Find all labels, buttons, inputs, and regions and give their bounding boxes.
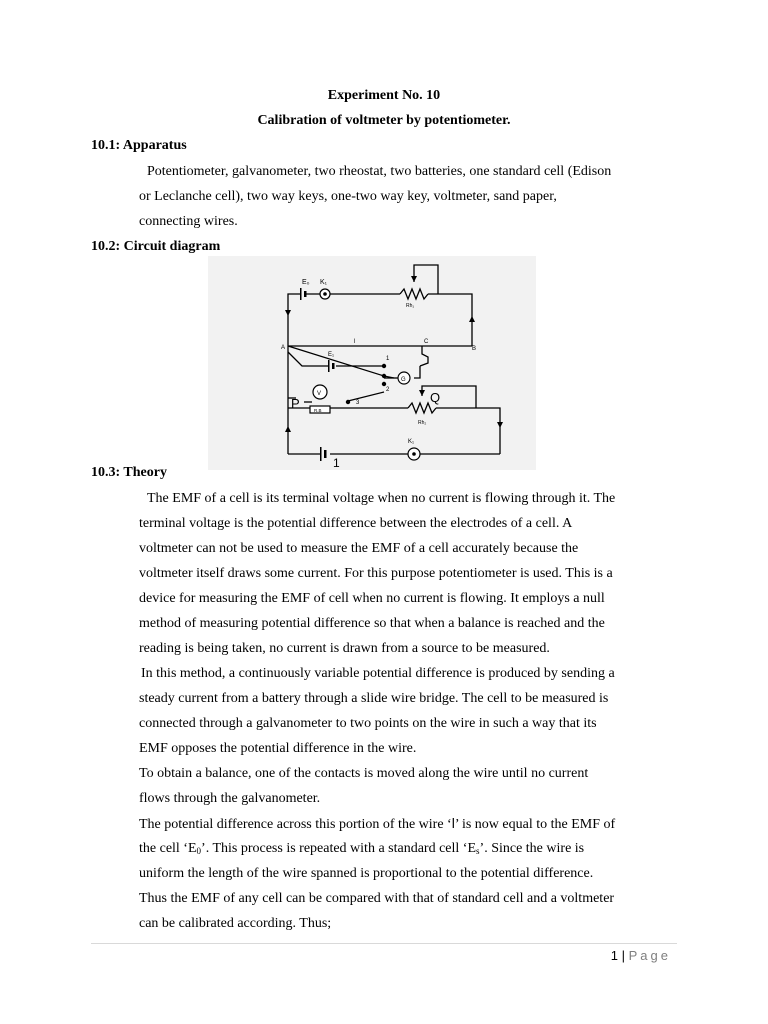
theory-line: flows through the galvanometer. — [139, 791, 321, 806]
subscript-s: s — [476, 846, 480, 856]
apparatus-heading: 10.1: Apparatus — [91, 138, 187, 153]
label-v: V — [317, 391, 322, 397]
theory-line: steady current from a battery through a slide wire bridge. The cell to be measured is — [139, 691, 609, 706]
label-bottom-one: 1 — [333, 456, 340, 470]
label-k1-top: K₁ — [320, 279, 328, 286]
experiment-number: Experiment No. 10 — [327, 88, 441, 103]
label-res: R.B — [314, 408, 322, 413]
label-l: l — [354, 339, 356, 345]
theory-line: method of measuring potential difference so that when a balance is reached and the — [139, 616, 605, 631]
page-separator: | — [621, 948, 625, 963]
subscript-zero: 0 — [196, 846, 202, 856]
label-g: G — [401, 377, 406, 383]
circuit-heading: 10.2: Circuit diagram — [91, 239, 221, 254]
theory-line: The EMF of a cell is its terminal voltage when no current is flowing through it. The — [147, 491, 616, 506]
experiment-title: Calibration of voltmeter by potentiometer. — [257, 113, 511, 128]
theory-line: uniform the length of the wire spanned is proportional to the potential difference. — [139, 866, 594, 881]
apparatus-line: connecting wires. — [139, 214, 238, 229]
theory-line: device for measuring the EMF of cell when no current is flowing. It employs a null — [139, 591, 605, 606]
apparatus-line: Potentiometer, galvanometer, two rheostat, two batteries, one standard cell (Edison — [147, 164, 612, 179]
theory-line: connected through a galvanometer to two points on the wire in such a way that its — [139, 716, 597, 731]
label-q: Q — [430, 390, 441, 405]
label-e1: E₁ — [328, 352, 335, 358]
circuit-diagram — [208, 256, 536, 470]
label-b: B — [472, 346, 477, 352]
label-p: P — [291, 396, 300, 411]
apparatus-paragraph — [139, 159, 679, 234]
theory-text: the cell ‘E — [139, 841, 197, 856]
theory-line: terminal voltage is the potential difference between the electrodes of a cell. A — [139, 516, 573, 531]
theory-paragraph — [139, 486, 679, 936]
theory-text: ’ is now equal to the EMF of — [454, 817, 616, 832]
label-term3: 3 — [356, 400, 360, 406]
theory-line: In this method, a continuously variable potential difference is produced by sending a — [141, 666, 615, 681]
label-c: C — [424, 339, 429, 345]
theory-line: can be calibrated according. Thus; — [139, 916, 332, 931]
page-footer — [611, 948, 671, 963]
theory-line: EMF opposes the potential difference in the wire. — [139, 741, 417, 756]
theory-line: Thus the EMF of any cell can be compared with that of standard cell and a voltmeter — [139, 891, 615, 906]
label-k1-bottom: K₁ — [408, 439, 415, 445]
footer-divider — [91, 943, 677, 944]
theory-line: voltmeter itself draws some current. For this purpose potentiometer is used. This is a — [139, 566, 613, 581]
theory-text: ’. This process is repeated with a standard cell ‘E — [201, 841, 477, 856]
theory-line: To obtain a balance, one of the contacts is moved along the wire until no current — [139, 766, 589, 781]
page-label: Page — [628, 948, 671, 963]
label-term2: 2 — [386, 387, 390, 393]
page-number: 1 — [610, 948, 618, 963]
theory-line-wire-length — [139, 811, 679, 836]
theory-line: voltmeter can not be used to measure the EMF of a cell accurately because the — [139, 541, 579, 556]
apparatus-line: or Leclanche cell), two way keys, one-two way key, voltmeter, sand paper, — [139, 189, 557, 204]
label-a: A — [281, 345, 286, 351]
theory-heading: 10.3: Theory — [91, 465, 167, 480]
wire-length-symbol: l — [451, 815, 455, 831]
label-term1: 1 — [386, 356, 390, 362]
label-e0: E₀ — [302, 279, 310, 286]
theory-line-emf-symbols — [139, 836, 679, 861]
theory-text: The potential difference across this portion of the wire ‘ — [139, 817, 452, 832]
theory-text: ’. Since the wire is — [479, 841, 585, 856]
label-rh2: Rh₂ — [418, 420, 427, 426]
theory-line: reading is being taken, no current is drawn from a source to be measured. — [139, 641, 550, 656]
label-rh1: Rh₁ — [406, 303, 415, 309]
